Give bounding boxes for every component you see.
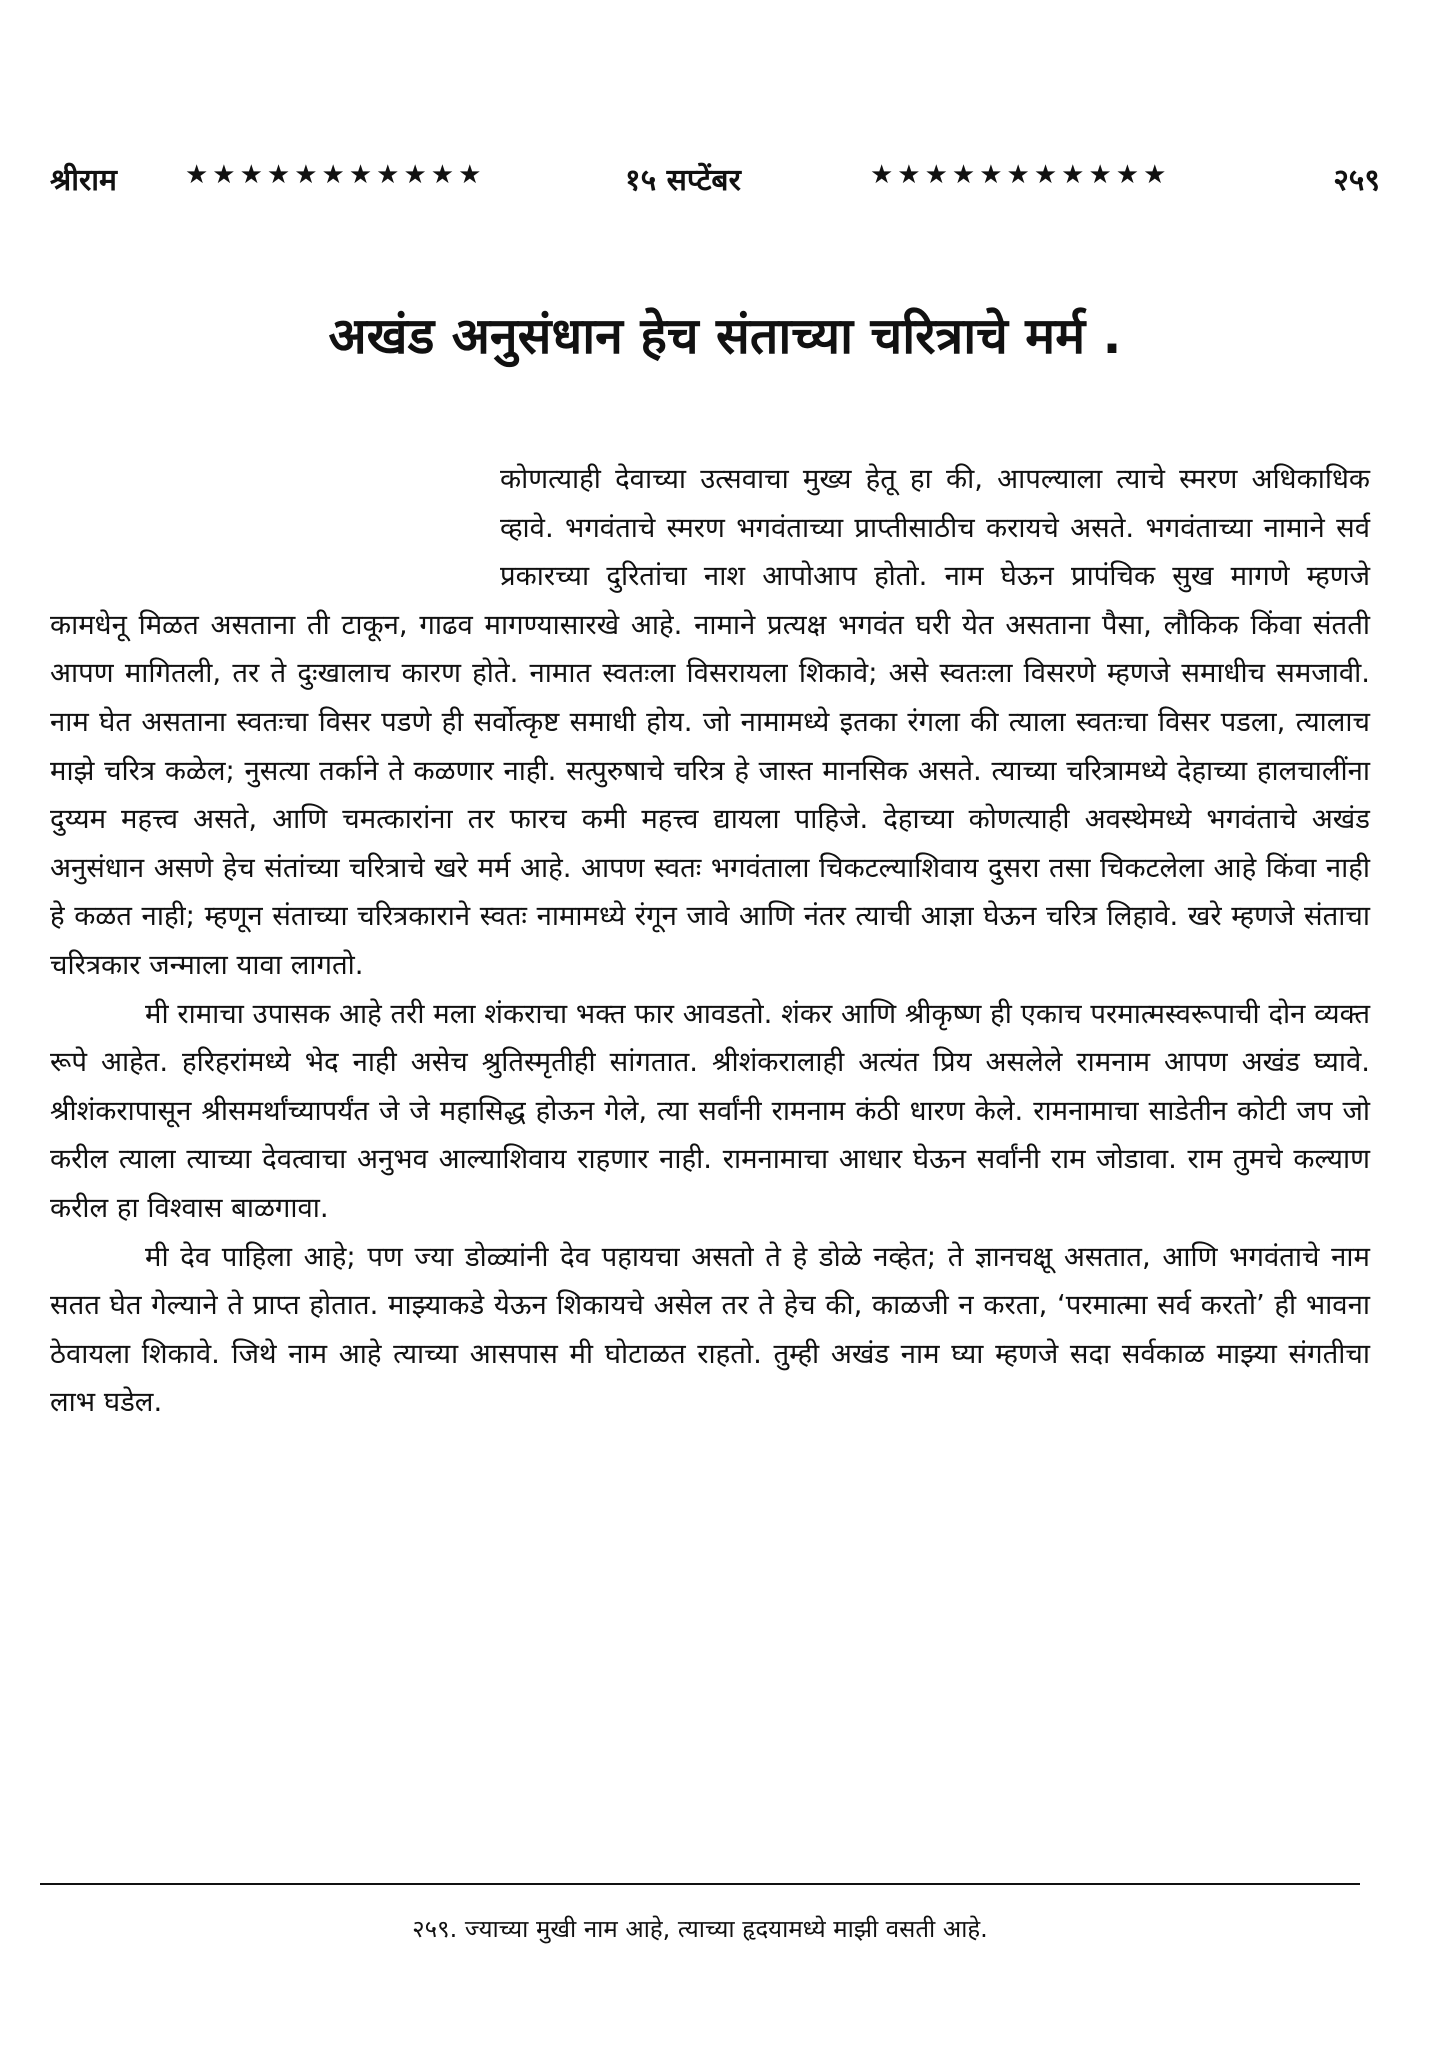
header-left-text: श्रीराम (50, 163, 117, 198)
footnote: २५९. ज्याच्या मुखी नाम आहे, त्याच्या हृदयामध्ये माझी वसती आहे. (412, 1915, 988, 1943)
page-number: २५९ (1333, 163, 1380, 198)
footnote-divider (40, 1883, 1360, 1885)
paragraph-2: मी रामाचा उपासक आहे तरी मला शंकराचा भक्त फार आवडतो. शंकर आणि श्रीकृष्ण ही एकाच परमात्मस्वरूपाची दोन व्यक्त रूपे आहेत. हरिहरांमध्ये भेद नाही असेच श्रुतिस्मृतीही सांगतात. श्रीशंकरालाही अत्यंत प्रिय असलेले रामनाम आपण अखंड घ्यावे. श्रीशंकरापासून श्रीसमर्थांच्यापर्यंत जे जे महासिद्ध होऊन गेले, त्या सर्वांनी रामनाम कंठी धारण केले. रामनामाचा साडेतीन कोटी जप जो करील त्याला त्याच्या देवत्वाचा अनुभव आल्याशिवाय राहणार नाही. रामनामाचा आधार घेऊन सर्वांनी राम जोडावा. राम तुमचे कल्याण करील हा विश्वास बाळगावा. (50, 997, 1370, 1224)
indent-space (50, 455, 500, 600)
page-title: अखंड अनुसंधान हेच संताच्या चरित्राचे मर्म . (328, 307, 1122, 365)
paragraph-3: मी देव पाहिला आहे; पण ज्या डोळ्यांनी देव पहायचा असतो ते हे डोळे नव्हेत; ते ज्ञानचक्षू असतात, आणि भगवंताचे नाम सतत घेत गेल्याने ते प्राप्त होतात. माझ्याकडे येऊन शिकायचे असेल तर ते हेच की, काळजी न करता, ‘परमात्मा सर्व करतो’ ही भावना ठेवायला शिकावे. जिथे नाम आहे त्याच्या आसपास मी घोटाळत राहतो. तुम्ही अखंड नाम घ्या म्हणजे सदा सर्वकाळ माझ्या संगतीचा लाभ घडेल. (50, 1240, 1370, 1419)
paragraph-1-text: कोणत्याही देवाच्या उत्सवाचा मुख्य हेतू हा की, आपल्याला त्याचे स्मरण अधिकाधिक व्हावे. भगवंताचे स्मरण भगवंताच्या प्राप्तीसाठीच करायचे असते. भगवंताच्या नामाने सर्व प्रकारच्या दुरितांचा नाश आपोआप होतो. नाम घेऊन प्रापंचिक सुख मागणे म्हणजे कामधेनू मिळत असताना ती टाकून, गाढव मागण्यासारखे आहे. नामाने प्रत्यक्ष भगवंत घरी येत असताना पैसा, लौकिक किंवा संतती आपण मागितली, तर ते दुःखालाच कारण होते. नामात स्वतःला विसरायला शिकावे; असे स्वतःला विसरणे म्हणजे समाधीच समजावी. नाम घेत असताना स्वतःचा विसर पडणे ही सर्वोत्कृष्ट समाधी होय. जो नामामध्ये इतका रंगला की त्याला स्वतःचा विसर पडला, त्यालाच माझे चरित्र कळेल; नुसत्या तर्काने ते कळणार नाही. सत्पुरुषाचे चरित्र हे जास्त मानसिक असते. त्याच्या चरित्रामध्ये देहाच्या हालचालींना दुय्यम महत्त्व असते, आणि चमत्कारांना तर फारच कमी महत्त्व द्यायला पाहिजे. देहाच्या कोणत्याही अवस्थेमध्ये भगवंताचे अखंड अनुसंधान असणे हेच संतांच्या चरित्राचे खरे मर्म आहे. आपण स्वतः भगवंताला चिकटल्याशिवाय दुसरा तसा चिकटलेला आहे किंवा नाही हे कळत नाही; म्हणून संताच्या चरित्रकाराने स्वतः नामामध्ये रंगून जावे आणि नंतर त्याची आज्ञा घेऊन चरित्र लिहावे. खरे म्हणजे संताचा चरित्रकार जन्माला यावा लागतो. (50, 463, 1370, 981)
body-text (50, 455, 1370, 1427)
header-date: १५ सप्टेंबर (625, 163, 741, 198)
header-stars-left: ★★★★★★★★★★★ (185, 160, 486, 190)
running-header (50, 158, 1380, 208)
paragraph-1 (50, 455, 1370, 990)
header-stars-right: ★★★★★★★★★★★ (870, 160, 1171, 190)
